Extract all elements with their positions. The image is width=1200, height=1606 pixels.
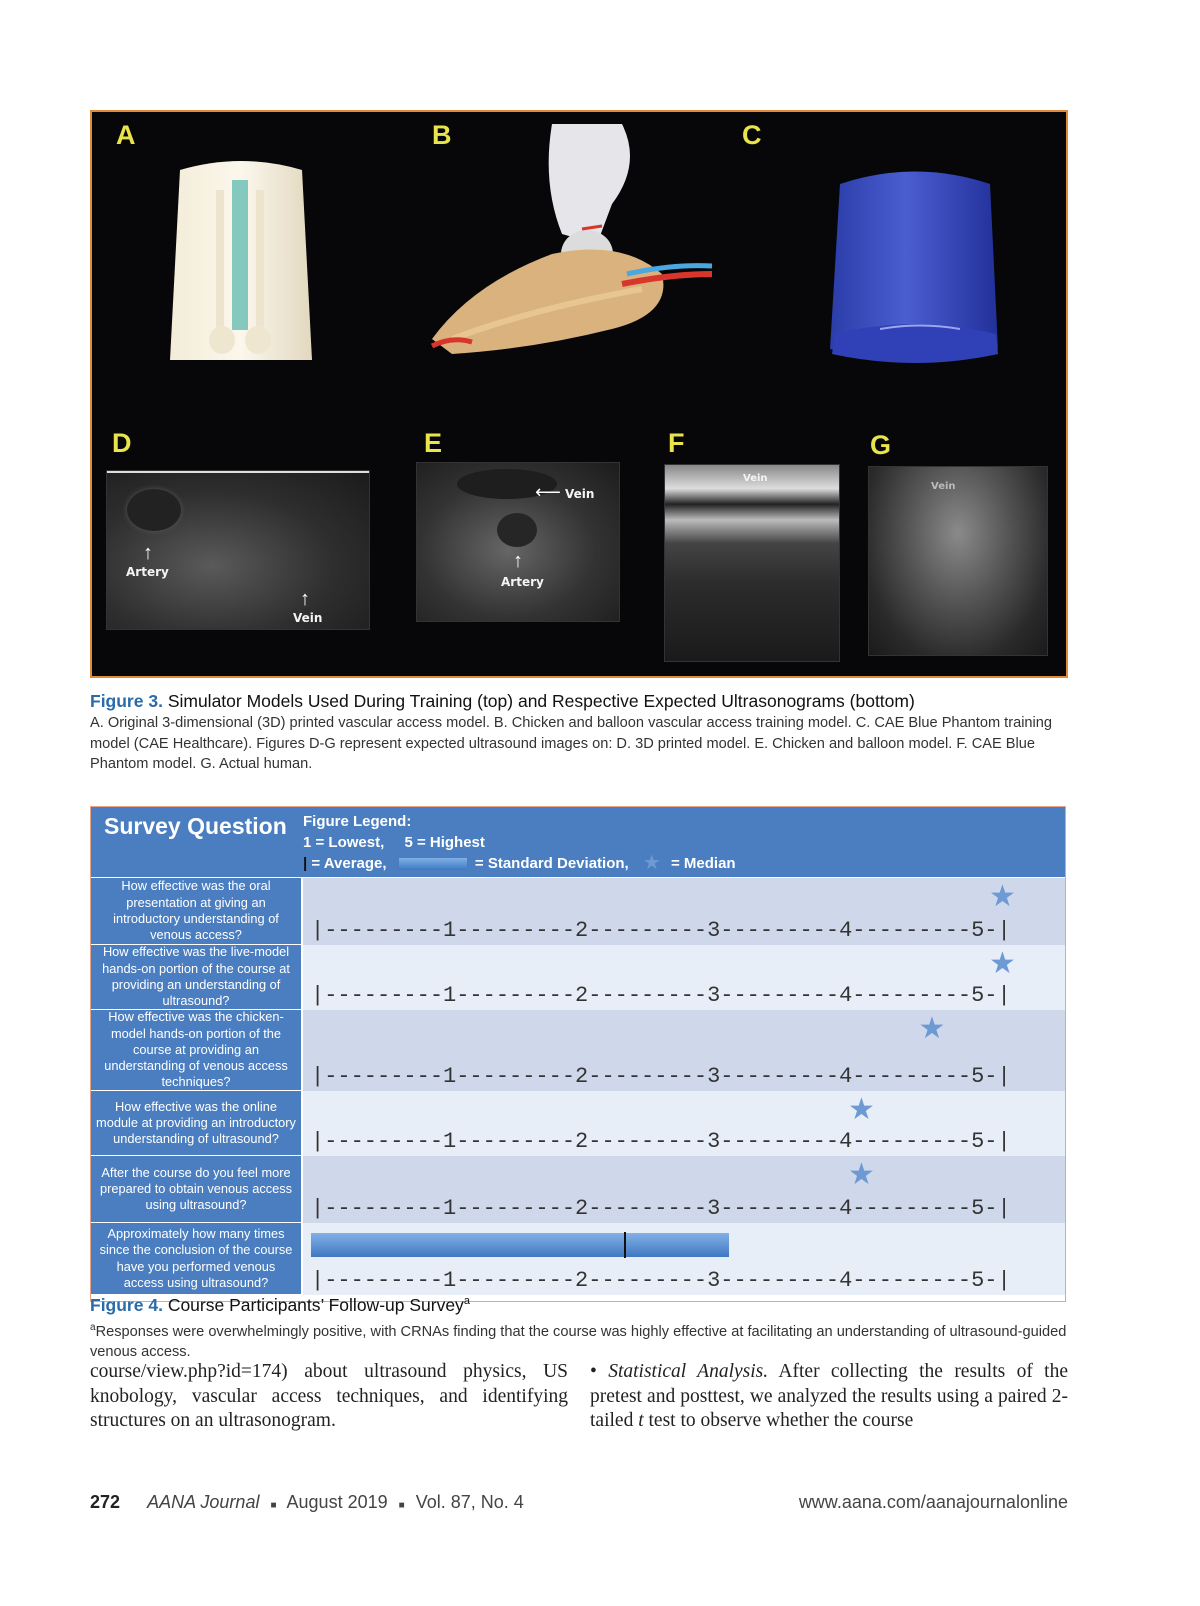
median-star-icon: ★	[848, 1158, 875, 1191]
survey-question-text: How effective was the oral presentation at giving an introductory understanding of venous access?	[91, 878, 301, 945]
survey-question-text: Approximately how many times since the conclusion of the course have you performed venous access using ultrasound?	[91, 1223, 301, 1295]
survey-row	[91, 1010, 1065, 1091]
figure-3-caption: A. Original 3-dimensional (3D) printed vascular access model. B. Chicken and balloon vascular access training model. C. CAE Blue Phantom training model (CAE Healthcare). Figures D-G represent expected ultrasound images on: D. 3D printed model. E. Chicken and balloon model. F. CAE Blue Phantom model. G. Actual human.	[90, 715, 1053, 772]
up-arrow-icon: ↑	[513, 550, 523, 572]
artery-label: Artery	[126, 565, 169, 579]
legend-sd-swatch	[399, 858, 467, 870]
rating-scale: |---------1---------2---------3---------4---------5-|	[311, 918, 1011, 943]
median-star-icon: ★	[918, 1012, 946, 1045]
statistical-analysis-text-1: After collecting the results of the pretest and posttest, we analyzed the results using a paired 2-tailed	[590, 1361, 1068, 1431]
journal-name: AANA Journal	[147, 1492, 260, 1512]
vein-label: Vein	[931, 481, 956, 492]
up-arrow-icon: ↑	[300, 588, 310, 610]
caption-footnote-mark: a	[90, 1322, 96, 1333]
figure-legend	[303, 811, 736, 874]
rating-scale: |---------1---------2---------3---------4---------5-|	[311, 1268, 1011, 1293]
figure-4-number: Figure 4.	[90, 1295, 163, 1315]
survey-question-text: How effective was the chicken-model hands-on portion of the course at providing an understanding of venous access techniques?	[91, 1010, 301, 1091]
survey-question-heading: Survey Question	[104, 813, 287, 839]
figure-3-image	[90, 110, 1068, 678]
survey-question-text: After the course do you feel more prepared to obtain venous access using ultrasound?	[91, 1156, 301, 1223]
separator-icon: ■	[398, 1500, 405, 1511]
rating-scale-cell	[303, 945, 1065, 1010]
rating-scale-cell	[303, 1223, 1065, 1295]
rating-scale: |---------1---------2---------3---------4---------5-|	[311, 1196, 1011, 1221]
panel-label-a: A	[116, 120, 136, 150]
rating-scale: |---------1---------2---------3---------4---------5-|	[311, 983, 1011, 1008]
rating-scale-cell	[303, 1091, 1065, 1156]
rating-scale-cell	[303, 1156, 1065, 1223]
panel-label-g: G	[870, 430, 892, 460]
page-number: 272	[90, 1492, 121, 1512]
survey-row	[91, 878, 1065, 945]
legend-title: Figure Legend:	[303, 813, 412, 830]
figure-4-survey-chart	[90, 806, 1066, 1302]
statistical-analysis-text-2: test to observe whether the course	[643, 1410, 914, 1431]
median-star-icon: ★	[848, 1093, 875, 1126]
survey-row	[91, 1223, 1065, 1295]
survey-question-text: How effective was the live-model hands-on portion of the course at providing an understanding of ultrasound?	[91, 945, 301, 1010]
panel-label-b: B	[432, 120, 452, 150]
panel-label-d: D	[112, 428, 132, 458]
figure-4-title	[90, 1295, 470, 1316]
chicken-balloon-model-photo	[412, 124, 732, 374]
journal-url: www.aana.com/aanajournalonline	[798, 1492, 1068, 1512]
figure-4-caption-text: Responses were overwhelmingly positive, with CRNAs finding that the course was highly effective at facilitating an understanding of ultrasound-guided venous access.	[90, 1323, 1067, 1361]
rating-scale: |---------1---------2---------3---------4---------5-|	[311, 1064, 1011, 1089]
figure-4-caption	[90, 1318, 1080, 1363]
figure-3-number: Figure 3.	[90, 691, 163, 711]
page-footer	[90, 1492, 1068, 1513]
survey-row	[91, 945, 1065, 1010]
figure-3-title	[90, 691, 915, 712]
figure-4-title-text: Course Participants’ Follow-up Survey	[167, 1295, 464, 1315]
vein-label: Vein	[293, 611, 323, 625]
legend-star-icon: ★	[642, 852, 661, 874]
standard-deviation-bar	[311, 1233, 729, 1257]
legend-median: = Median	[670, 855, 736, 872]
vein-label: Vein	[565, 487, 595, 501]
legend-average-mark: |	[303, 855, 308, 872]
panel-label-e: E	[424, 428, 443, 458]
figure-4-title-footnote-mark: a	[463, 1295, 470, 1308]
body-left-column: course/view.php?id=174) about ultrasound physics, US knobology, vascular access techniques, and identifying structures on an ultrasonogram.	[90, 1361, 568, 1431]
ultrasound-e-image	[416, 462, 620, 622]
ultrasound-g-image	[868, 466, 1048, 656]
blue-phantom-model-photo	[820, 164, 1010, 374]
separator-icon: ■	[270, 1500, 277, 1511]
statistical-analysis-heading: Statistical Analysis.	[608, 1361, 769, 1382]
up-arrow-icon: ↑	[143, 542, 153, 564]
figure-3-title-text: Simulator Models Used During Training (top) and Respective Expected Ultrasonograms (bottom)	[167, 691, 915, 711]
ultrasound-d-image	[106, 470, 370, 630]
legend-lowest: 1 = Lowest,	[303, 834, 385, 851]
issue-date: August 2019	[286, 1492, 388, 1512]
legend-sd: = Standard Deviation,	[474, 855, 629, 872]
body-right-column	[590, 1360, 1068, 1434]
average-marker	[624, 1232, 626, 1258]
printed-vascular-model-photo	[166, 150, 316, 370]
legend-average: = Average,	[311, 855, 387, 872]
ultrasound-f-image	[664, 464, 840, 662]
rating-scale-cell	[303, 878, 1065, 945]
rating-scale-cell	[303, 1010, 1065, 1091]
rating-scale: |---------1---------2---------3---------4---------5-|	[311, 1129, 1011, 1154]
artery-label: Artery	[501, 575, 544, 589]
survey-header	[91, 807, 1065, 877]
left-arrow-icon: ⟵	[535, 482, 561, 502]
vein-label: Vein	[743, 473, 768, 484]
survey-row	[91, 1156, 1065, 1223]
panel-label-c: C	[742, 120, 762, 150]
t-test-symbol: t	[638, 1410, 644, 1431]
median-star-icon: ★	[989, 947, 1016, 980]
volume-number: Vol. 87, No. 4	[415, 1492, 524, 1512]
median-star-icon: ★	[989, 880, 1016, 913]
survey-question-text: How effective was the online module at providing an introductory understanding of ultrasound?	[91, 1091, 301, 1156]
bullet: •	[590, 1361, 597, 1382]
legend-highest: 5 = Highest	[404, 834, 485, 851]
panel-label-f: F	[668, 428, 685, 458]
survey-row	[91, 1091, 1065, 1156]
